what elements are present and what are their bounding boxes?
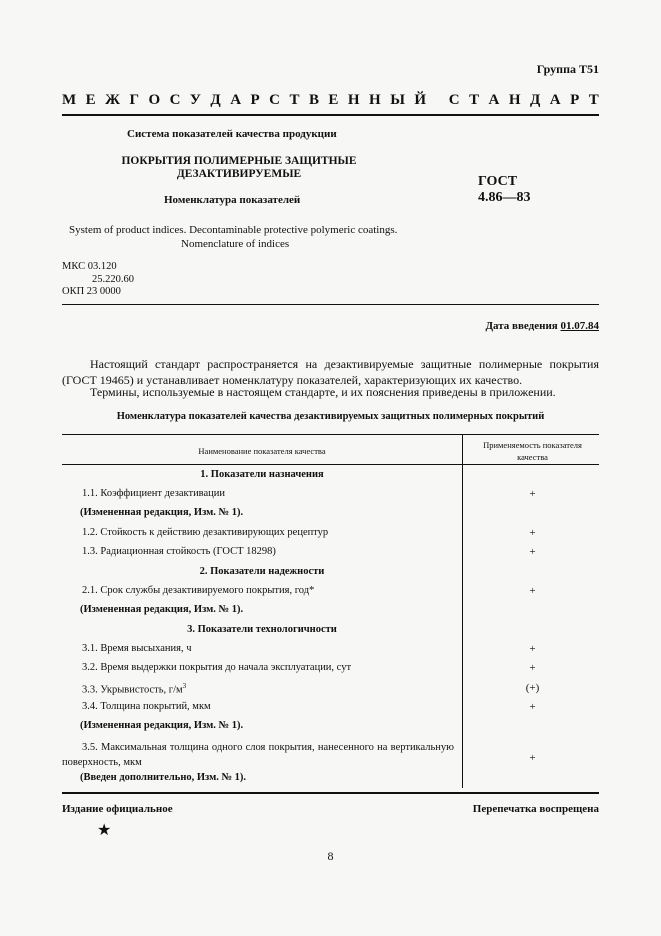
table-row: 3.1. Время высыхания, ч <box>82 643 192 654</box>
terms-paragraph: Термины, используемые в настоящем стандарте, и их пояснения приведены в приложении. <box>90 385 556 399</box>
applicability-mark: (+) <box>525 682 540 694</box>
header-divider <box>62 304 599 305</box>
column-header-applicability: Применяемость показателя качества <box>483 440 582 462</box>
table-title: Номенклатура показателей качества дезактивируемых защитных полимерных покрытий <box>116 411 545 422</box>
table-top-rule <box>62 434 599 435</box>
official-edition-label: Издание официальное <box>62 803 173 815</box>
table-row: (Измененная редакция, Изм. № 1). <box>80 604 244 615</box>
applicability-mark: + <box>529 643 536 655</box>
standard-banner: М Е Ж Г О С У Д А Р С Т В Е Н Н Ы Й С Т А Н Д А Р Т <box>62 92 599 108</box>
classification-codes: МКС 03.120 25.220.60 ОКП 23 0000 <box>62 261 134 297</box>
star-icon: ★ <box>97 822 112 839</box>
banner-rule <box>62 114 599 116</box>
applicability-mark: + <box>529 701 536 713</box>
applicability-mark: + <box>529 546 536 558</box>
table-row: 3.2. Время выдержки покрытия до начала эксплуатации, сут <box>82 662 352 673</box>
page-number: 8 <box>327 849 334 863</box>
reprint-prohibited-label: Перепечатка воспрещена <box>472 803 599 815</box>
group-label: Группа Т51 <box>536 62 599 76</box>
applicability-mark: + <box>529 527 536 539</box>
applicability-mark: + <box>529 752 536 764</box>
gost-designation: ГОСТ 4.86—83 <box>478 174 531 205</box>
column-header-indicator: Наименование показателя качества <box>198 446 326 456</box>
table-row: 3.3. Укрывистость, $г/м^3$ <box>82 682 187 696</box>
effective-date: Дата введения 01.07.84 <box>485 320 599 332</box>
table-row: 1.2. Стойкость к действию дезактивирующих рецептур <box>82 527 329 538</box>
english-title: System of product indices. Decontaminable protective polymeric coatings. Nomenclature of indices <box>69 224 398 250</box>
document-title: ПОКРЫТИЯ ПОЛИМЕРНЫЕ ЗАЩИТНЫЕ ДЕЗАКТИВИРУЕМЫЕ <box>121 155 357 180</box>
applicability-mark: + <box>529 488 536 500</box>
document-subtitle: Номенклатура показателей <box>164 194 301 206</box>
footer-rule <box>62 792 599 794</box>
system-title: Система показателей качества продукции <box>127 128 337 140</box>
table-row: (Измененная редакция, Изм. № 1). <box>80 720 244 731</box>
table-header-rule <box>62 464 599 465</box>
applicability-mark: + <box>529 662 536 674</box>
table-row: 1.1. Коэффициент дезактивации <box>82 488 226 499</box>
applicability-mark: + <box>529 585 536 597</box>
table-row: (Введен дополнительно, Изм. № 1). <box>80 772 247 783</box>
table-row: 2. Показатели надежности <box>199 566 325 577</box>
table-row: 1. Показатели назначения <box>200 469 324 480</box>
table-row: 3.5. Максимальная толщина одного слоя покрытия, нанесенного на вертикальную поверхность, мкм <box>62 742 454 768</box>
intro-paragraph: Настоящий стандарт распространяется на дезактивируемые защитные полимерные покрытия (ГОСТ 19465) и устанавливает номенклатуру показателей, характеризующих их качество. <box>62 357 599 387</box>
table-row: 3.4. Толщина покрытий, мкм <box>82 701 211 712</box>
table-row: 1.3. Радиационная стойкость (ГОСТ 18298) <box>82 546 276 557</box>
table-row: 2.1. Срок службы дезактивируемого покрытия, год* <box>82 585 315 596</box>
table-row: 3. Показатели технологичности <box>187 624 337 635</box>
table-row: (Измененная редакция, Изм. № 1). <box>80 507 244 518</box>
